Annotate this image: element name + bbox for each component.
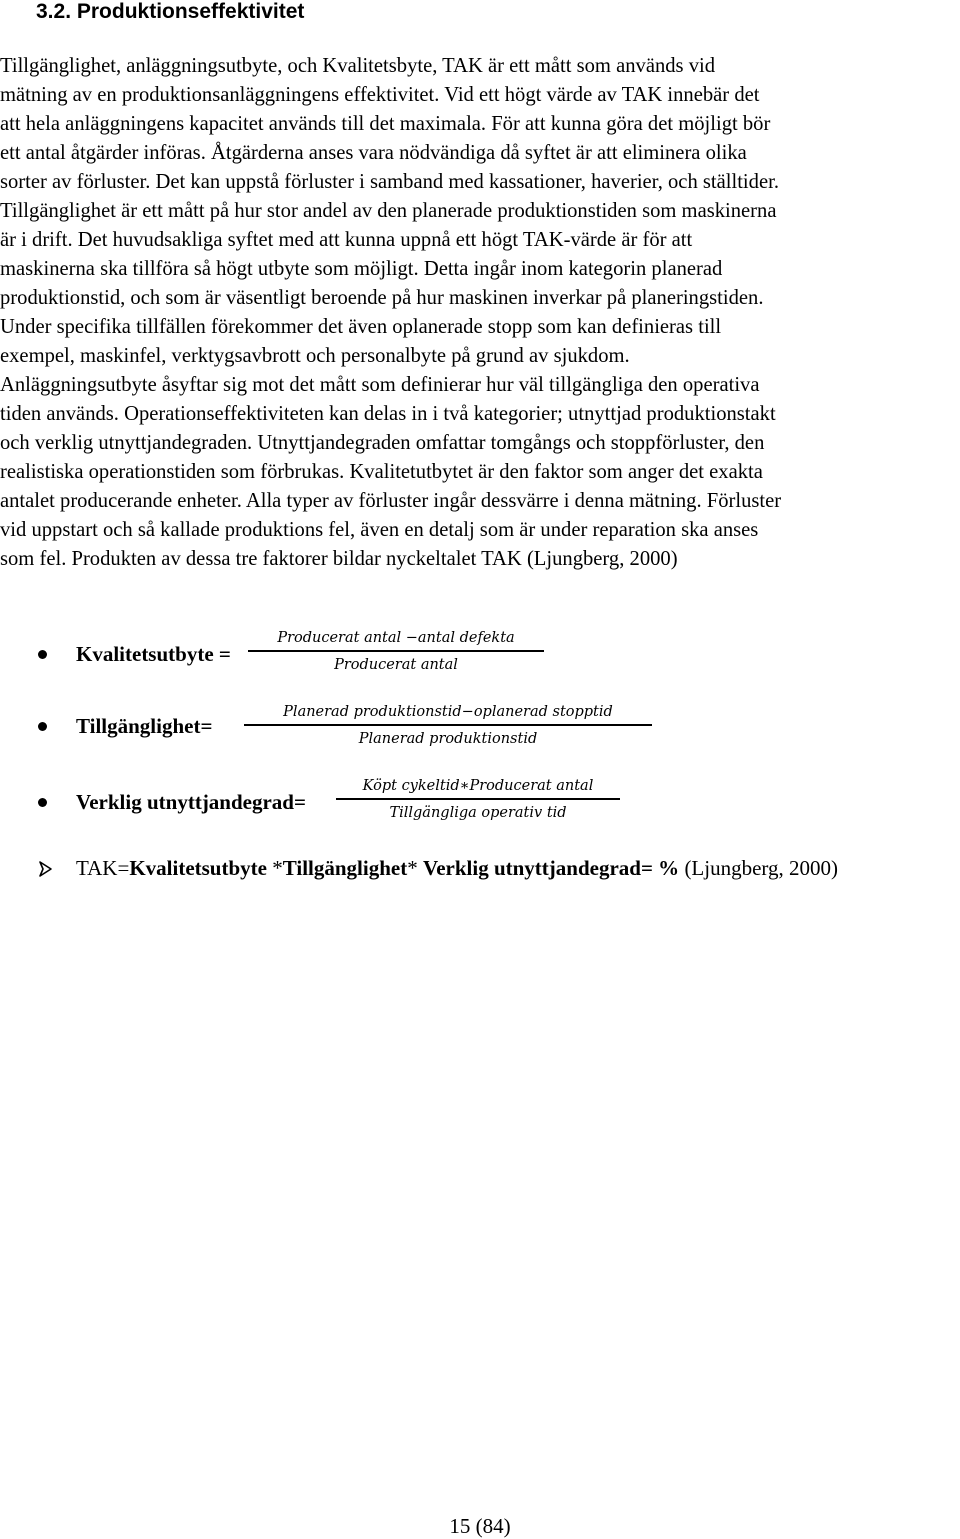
formula-denominator: Planerad produktionstid <box>358 730 538 747</box>
body-line: tiden används. Operationseffektiviteten kan delas in i två kategorier; utnyttjad produktionstakt <box>0 403 776 425</box>
formula-numerator: Producerat antal −antal defekta <box>277 630 515 646</box>
tak-formula <box>0 852 960 888</box>
body-line: produktionstid, och som är väsentligt beroende på hur maskinen inverkar på planeringstiden. <box>0 287 764 309</box>
body-line: och verklig utnyttjandegraden. Utnyttjandegraden omfattar tomgångs och stoppförluster, den <box>0 432 765 454</box>
tak-mid2: * <box>407 856 423 880</box>
tak-tillganglighet: Tillgänglighet <box>282 856 408 880</box>
bullet-icon <box>38 650 47 659</box>
bullet-icon <box>38 722 47 731</box>
formula-numerator: Köpt cykeltid∗Producerat antal <box>362 778 594 794</box>
body-line: som fel. Produkten av dessa tre faktorer bildar nyckeltalet TAK (Ljungberg, 2000) <box>0 548 678 570</box>
tak-citation: (Ljungberg, 2000) <box>679 856 839 880</box>
body-line: mätning av en produktionsanläggningens effektivitet. Vid ett högt värde av TAK innebär det <box>0 84 760 106</box>
page-number: 15 (84) <box>449 1514 511 1538</box>
body-line: antalet producerande enheter. Alla typer av förluster ingår dessvärre i denna mätning. Förluster <box>0 490 782 512</box>
formula-denominator: Producerat antal <box>334 656 458 673</box>
body-line: sorter av förluster. Det kan uppstå förluster i samband med kassationer, haverier, och ställtider. <box>0 171 779 193</box>
body-line: vid uppstart och så kallade produktions fel, även en detalj som är under reparation ska anses <box>0 519 759 541</box>
tak-kvalitetsutbyte: Kvalitetsutbyte <box>129 856 267 880</box>
body-line: att hela anläggningens kapacitet används till det maximala. För att kunna göra det möjligt bör <box>0 113 771 135</box>
body-line: exempel, maskinfel, verktygsavbrott och personalbyte på grund av sjukdom. <box>0 345 630 367</box>
formula-fraction <box>336 778 620 821</box>
body-line: ett antal åtgärder införas. Åtgärderna anses vara nödvändiga då syftet är att eliminera olika <box>0 142 747 164</box>
formula-fraction <box>248 630 544 673</box>
body-line: realistiska operationstiden som förbrukas. Kvalitetutbytet är den faktor som anger det exakta <box>0 461 763 483</box>
formula-label: Kvalitetsutbyte = <box>76 642 231 666</box>
tak-verklig: Verklig utnyttjandegrad= % <box>422 856 680 880</box>
body-line: maskinerna ska tillföra så högt utbyte som möjligt. Detta ingår inom kategorin planerad <box>0 258 723 280</box>
formula-label: Verklig utnyttjandegrad= <box>76 790 306 814</box>
tak-mid1: * <box>266 856 283 880</box>
body-line: Anläggningsutbyte åsyftar sig mot det mått som definierar hur väl tillgängliga den operativa <box>0 374 760 396</box>
formula-kvalitetsutbyte <box>0 626 940 686</box>
arrow-bullet-icon <box>38 860 54 878</box>
formula-verklig-utnyttjandegrad <box>0 774 940 834</box>
formula-fraction <box>244 704 652 747</box>
formula-denominator: Tillgängliga operativ tid <box>389 804 567 821</box>
bullet-icon <box>38 798 47 807</box>
formula-numerator: Planerad produktionstid−oplanerad stopptid <box>283 704 613 720</box>
body-line: är i drift. Det huvudsakliga syftet med att kunna uppnå ett högt TAK-värde är för att <box>0 229 693 251</box>
body-line: Tillgänglighet är ett mått på hur stor andel av den planerade produktionstiden som maskinerna <box>0 200 777 222</box>
body-paragraph <box>0 52 958 574</box>
formula-label: Tillgänglighet= <box>76 714 213 738</box>
formula-tillganglighet <box>0 700 940 760</box>
tak-prefix: TAK= <box>76 856 130 880</box>
section-heading: 3.2. Produktionseffektivitet <box>36 0 305 23</box>
tak-text <box>76 856 838 881</box>
body-line: Tillgänglighet, anläggningsutbyte, och Kvalitetsbyte, TAK är ett mått som används vid <box>0 55 716 77</box>
body-line: Under specifika tillfällen förekommer det även oplanerade stopp som kan definieras till <box>0 316 722 338</box>
